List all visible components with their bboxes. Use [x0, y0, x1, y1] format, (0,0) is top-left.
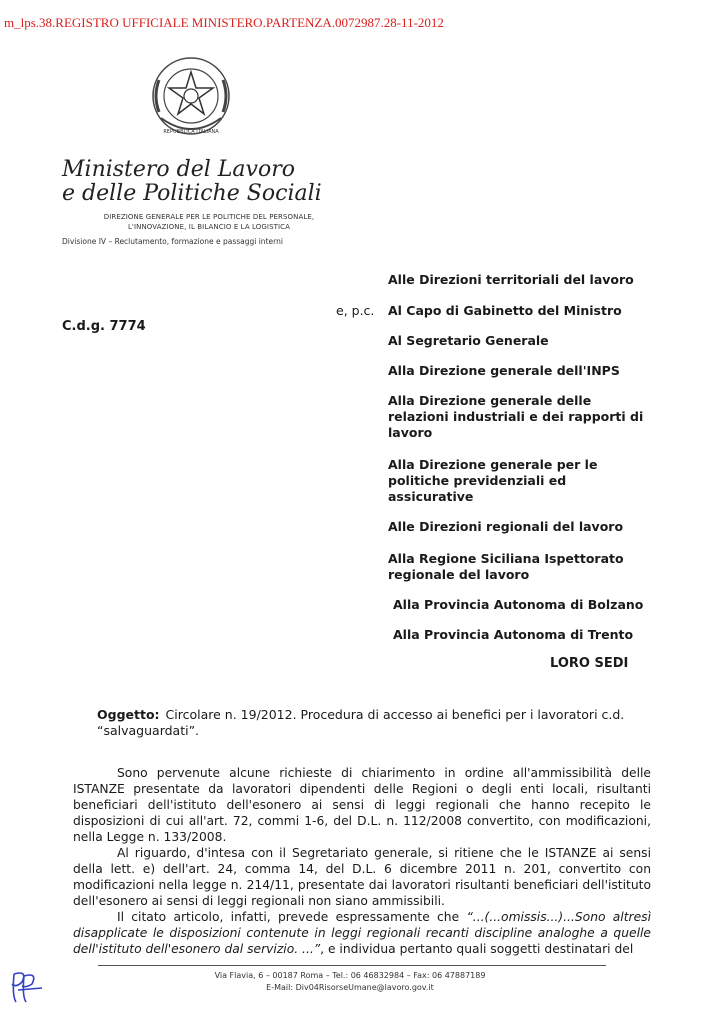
footer-divider — [98, 965, 606, 966]
recipient-2: Al Capo di Gabinetto del Ministro — [388, 303, 622, 318]
footer-address: Via Flavia, 6 – 00187 Roma – Tel.: 06 46832984 – Fax: 06 47887189 — [214, 971, 486, 980]
protocol-header: m_lps.38.REGISTRO UFFICIALE MINISTERO.PARTENZA.0072987.28-11-2012 — [4, 15, 444, 30]
subject-label: Oggetto: — [97, 707, 160, 722]
subject-text: Circolare n. 19/2012. Procedura di accesso ai benefici per i lavoratori c.d. “salvaguardati”. — [97, 707, 625, 738]
division-line: Divisione IV – Reclutamento, formazione e passaggi interni — [62, 237, 283, 246]
loro-sedi: LORO SEDI — [550, 656, 629, 671]
ministry-name — [62, 158, 352, 206]
subject — [97, 707, 642, 739]
body-paragraph-3-start: Il citato articolo, infatti, prevede espressamente che — [117, 910, 460, 924]
cdg-code: C.d.g. 7774 — [62, 319, 146, 334]
footer-email: E-Mail: Div04RisorseUmane@lavoro.gov.it — [266, 983, 434, 992]
recipient-8: Alla Regione Siciliana Ispettorato regionale del lavoro — [388, 551, 624, 582]
direzione-generale — [74, 212, 344, 232]
recipient-9: Alla Provincia Autonoma di Bolzano — [393, 597, 644, 612]
handwritten-initials-icon — [8, 966, 46, 1006]
letter-body — [73, 765, 651, 957]
body-quote: “...(...omissis...)...Sono altresì disapplicate le disposizioni contenute in leggi regionali recanti discipline analoghe a quelle dell'istituto dell'esonero dal servizio. ...” — [73, 910, 651, 956]
recipient-7: Alle Direzioni regionali del lavoro — [388, 519, 624, 534]
body-paragraph-2: Al riguardo, d'intesa con il Segretariato generale, si ritiene che le ISTANZE ai sensi della lett. e) dell'art. 24, comma 14, del D.L. 6 dicembre 2011 n. 201, convertito con modificazioni nella legge n. 214/11, presentate dai lavoratori risultanti beneficiari dell'istituto dell'esonero ai sensi di leggi regionali non siano ammissibili. — [73, 846, 651, 908]
recipient-10: Alla Provincia Autonoma di Trento — [393, 627, 634, 642]
body-paragraph-3 — [73, 909, 651, 957]
recipient-4: Alla Direzione generale dell'INPS — [388, 363, 620, 378]
ministry-name-line2: e delle Politiche Sociali — [62, 181, 322, 206]
body-paragraph-3-end: , e individua pertanto quali soggetti destinatari del — [320, 942, 634, 956]
recipient-6: Alla Direzione generale per le politiche previdenziali ed assicurative — [388, 457, 598, 504]
direzione-line2: L'INNOVAZIONE, IL BILANCIO E LA LOGISTICA — [127, 223, 291, 231]
ministry-name-line1: Ministero del Lavoro — [62, 157, 295, 182]
epc-label: e, p.c. — [336, 303, 375, 318]
footer — [150, 970, 550, 994]
italian-republic-emblem-icon — [145, 50, 237, 142]
direzione-line1: DIREZIONE GENERALE PER LE POLITICHE DEL PERSONALE, — [103, 213, 315, 221]
recipient-1: Alle Direzioni territoriali del lavoro — [388, 272, 634, 287]
body-paragraph-1: Sono pervenute alcune richieste di chiarimento in ordine all'ammissibilità delle ISTANZE presentate da lavoratori dipendenti delle Regioni o degli enti locali, risultanti beneficiari dell'istituto dell'esonero ai sensi di leggi regionali che hanno recepito le disposizioni di cui all'art. 72, commi 1-6, del D.L. n. 112/2008 convertito, con modificazioni, nella Legge n. 133/2008. — [73, 766, 651, 844]
recipient-3: Al Segretario Generale — [388, 333, 549, 348]
recipient-5: Alla Direzione generale delle relazioni industriali e dei rapporti di lavoro — [388, 393, 644, 440]
emblem-inscription: REPUBBLICA ITALIANA — [163, 129, 219, 135]
